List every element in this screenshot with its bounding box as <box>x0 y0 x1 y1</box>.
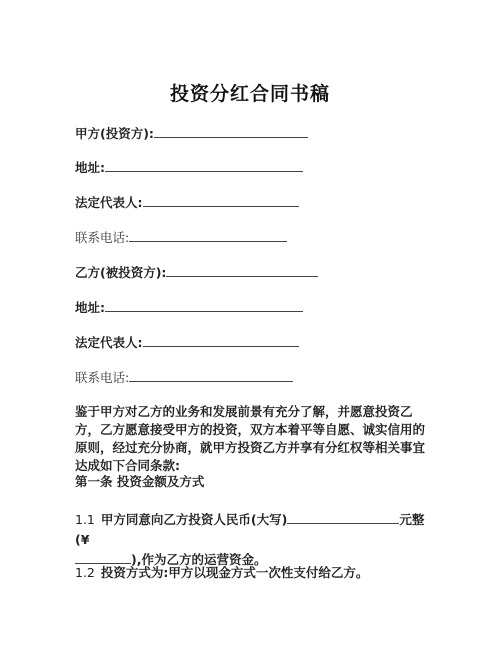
party-a-address-label: 地址: <box>75 160 105 175</box>
party-a-phone-field <box>75 229 287 246</box>
party-a-phone-label: 联系电话: <box>75 230 130 245</box>
party-a-name-field <box>75 125 308 142</box>
party-b-rep-field <box>75 334 299 351</box>
party-a-address-field <box>75 159 303 176</box>
clause-1-1-number: 1.1 <box>75 512 95 527</box>
clause-1-2 <box>75 563 427 583</box>
clause-1-2-text: 投资方式为:甲方以现金方式一次性支付给乙方。 <box>100 565 369 580</box>
party-b-address-field <box>75 299 303 316</box>
clause-1-1 <box>75 510 427 570</box>
preamble-paragraph: 鉴于甲方对乙方的业务和发展前景有充分了解，并愿意投资乙方，乙方愿意接受甲方的投资，双方本着平等自愿、诚实信用的原则，经过充分协商，就甲方投资乙方并享有分红权等相关事宜达成如下合同条款: <box>75 404 426 473</box>
party-a-name-blank <box>154 125 308 138</box>
party-b-address-blank <box>105 299 303 312</box>
article-1-heading: 第一条 投资金额及方式 <box>75 474 205 489</box>
party-b-name-blank <box>166 264 318 277</box>
party-a-phone-blank <box>129 229 287 242</box>
party-a-name-label: 甲方(投资方): <box>75 126 154 141</box>
amount-words-blank <box>287 511 399 524</box>
clause-1-1-text-c: ),作为乙方的运营资金。 <box>131 552 267 567</box>
party-a-rep-label: 法定代表人: <box>75 195 143 210</box>
party-b-phone-field <box>75 369 293 386</box>
party-a-address-blank <box>105 159 303 172</box>
party-b-address-label: 地址: <box>75 300 105 315</box>
party-b-rep-label: 法定代表人: <box>75 335 143 350</box>
party-b-name-field <box>75 264 318 281</box>
clause-1-2-number: 1.2 <box>75 565 95 580</box>
clause-1-1-text-b: 元整(¥ <box>75 512 425 547</box>
party-a-rep-blank <box>143 194 299 207</box>
clause-1-1-text-a: 甲方同意向乙方投资人民币(大写) <box>100 512 288 527</box>
party-b-phone-blank <box>129 369 293 382</box>
party-b-phone-label: 联系电话: <box>75 370 130 385</box>
party-b-name-label: 乙方(被投资方): <box>75 265 167 280</box>
document-title: 投资分红合同书稿 <box>169 83 330 105</box>
party-a-rep-field <box>75 194 299 211</box>
party-b-rep-blank <box>143 334 299 347</box>
